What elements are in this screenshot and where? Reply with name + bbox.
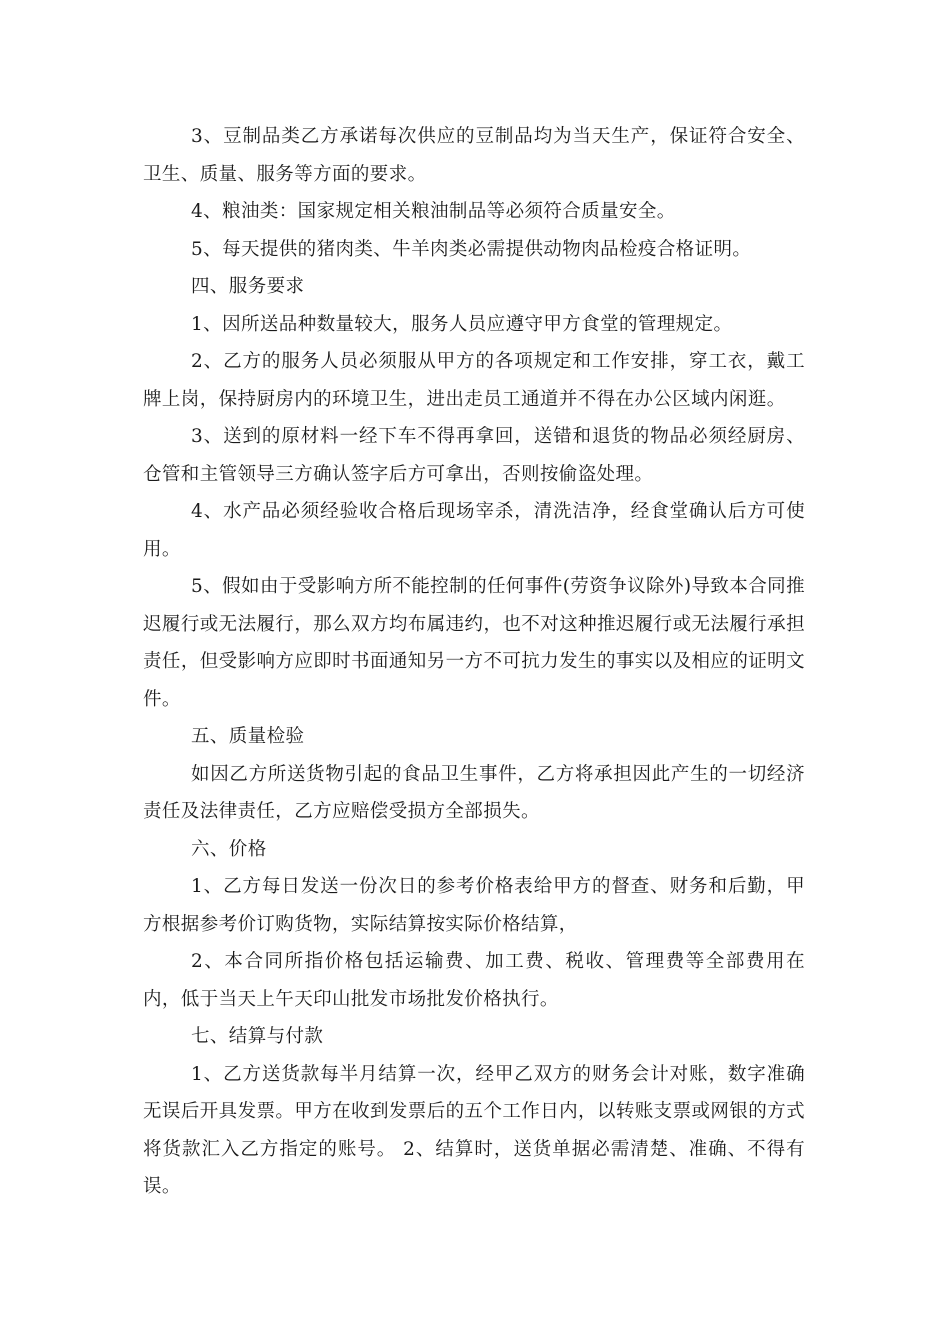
paragraph-service-4: 4、水产品必须经验收合格后现场宰杀，清洗洁净，经食堂确认后方可使用。 [143, 501, 805, 560]
paragraph-service-5: 5、假如由于受影响方所不能控制的任何事件(劳资争议除外)导致本合同推迟履行或无法履行，那么双方均布属违约，也不对这种推迟履行或无法履行承担责任，但受影响方应即时书面通知另一方不可抗力发生的事实以及相应的证明文件。 [143, 576, 805, 710]
paragraph-service-1: 1、因所送品种数量较大，服务人员应遵守甲方食堂的管理规定。 [191, 313, 733, 335]
heading-settlement-payment: 七、结算与付款 [191, 1026, 324, 1047]
paragraph-meat-certificate: 5、每天提供的猪肉类、牛羊肉类必需提供动物肉品检疫合格证明。 [191, 238, 752, 260]
paragraph-price-1: 1、乙方每日发送一份次日的参考价格表给甲方的督查、财务和后勤，甲方根据参考价订购货物，实际结算按实际价格结算， [143, 876, 805, 935]
paragraph-settlement: 1、乙方送货款每半月结算一次，经甲乙双方的财务会计对账，数字准确无误后开具发票。甲方在收到发票后的五个工作日内，以转账支票或网银的方式将货款汇入乙方指定的账号。 2、结算时，送货单据必需清楚、准确、不得有误。 [143, 1063, 805, 1197]
heading-quality-inspection: 五、质量检验 [191, 726, 305, 747]
paragraph-price-2: 2、本合同所指价格包括运输费、加工费、税收、管理费等全部费用在内，低于当天上午天印山批发市场批发价格执行。 [143, 951, 805, 1010]
heading-price: 六、价格 [191, 838, 267, 860]
paragraph-grain-oil: 4、粮油类：国家规定相关粮油制品等必须符合质量安全。 [191, 201, 676, 222]
paragraph-soy-products: 3、豆制品类乙方承诺每次供应的豆制品均为当天生产，保证符合安全、卫生、质量、服务等方面的要求。 [143, 126, 805, 185]
heading-service-requirements: 四、服务要求 [191, 276, 305, 297]
paragraph-service-3: 3、送到的原材料一经下车不得再拿回，送错和退货的物品必须经厨房、仓管和主管领导三方确认签字后方可拿出，否则按偷盗处理。 [143, 426, 805, 485]
document-body [143, 118, 805, 1206]
paragraph-service-2: 2、乙方的服务人员必须服从甲方的各项规定和工作安排，穿工衣，戴工牌上岗，保持厨房内的环境卫生，进出走员工通道并不得在办公区域内闲逛。 [143, 351, 805, 410]
paragraph-quality: 如因乙方所送货物引起的食品卫生事件，乙方将承担因此产生的一切经济责任及法律责任，乙方应赔偿受损方全部损失。 [143, 763, 805, 822]
